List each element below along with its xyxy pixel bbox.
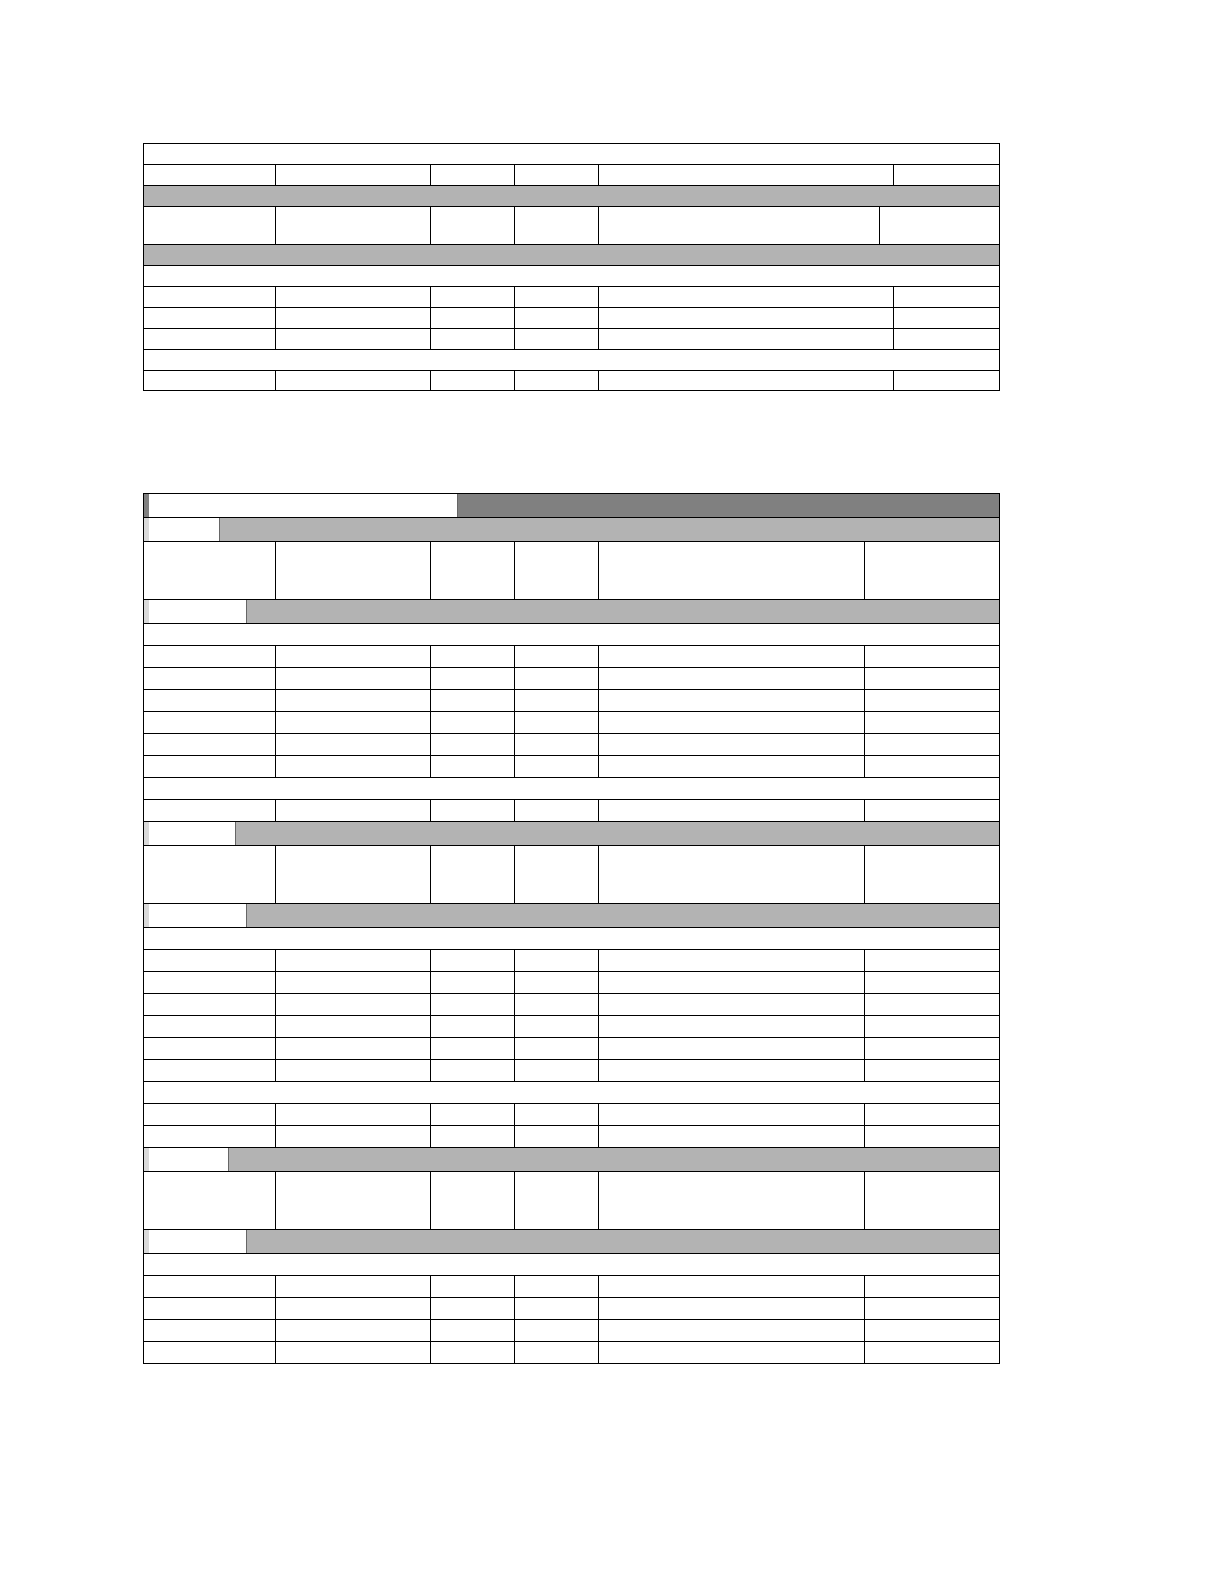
table-cell	[515, 1276, 599, 1298]
table-cell	[276, 1172, 431, 1230]
section-header	[144, 904, 1000, 928]
table-cell	[276, 1016, 431, 1038]
table-cell	[894, 165, 1000, 186]
table-cell	[515, 994, 599, 1016]
table-cell	[144, 668, 276, 690]
table-cell	[144, 1082, 1000, 1104]
table-row	[144, 928, 1000, 950]
table-cell	[431, 994, 515, 1016]
table-row	[144, 144, 1000, 165]
table-cell	[515, 542, 599, 600]
table-cell	[431, 1038, 515, 1060]
table-cell	[431, 690, 515, 712]
table-cell	[431, 1016, 515, 1038]
table-cell	[276, 756, 431, 778]
table-cell	[431, 371, 515, 391]
table-cell	[599, 542, 865, 600]
table-cell	[599, 712, 865, 734]
table-cell	[276, 690, 431, 712]
table-cell	[894, 329, 1000, 350]
section-label-box	[149, 904, 247, 927]
table-cell	[144, 186, 1000, 207]
section-header	[144, 822, 1000, 846]
table-cell	[144, 1320, 276, 1342]
table-cell	[144, 245, 1000, 266]
table-cell	[865, 1038, 1000, 1060]
section-header	[144, 1230, 1000, 1254]
table-cell	[144, 928, 1000, 950]
table-cell	[276, 1060, 431, 1082]
table-cell	[144, 904, 1000, 928]
table-row	[144, 1060, 1000, 1082]
table-cell	[276, 1276, 431, 1298]
table-cell	[599, 646, 865, 668]
table-row	[144, 734, 1000, 756]
table-row	[144, 690, 1000, 712]
table-row	[144, 972, 1000, 994]
table-cell	[599, 287, 894, 308]
table-cell	[144, 1342, 276, 1364]
table-cell	[515, 846, 599, 904]
table-row	[144, 756, 1000, 778]
table-cell	[144, 600, 1000, 624]
table-cell	[144, 1104, 276, 1126]
table-cell	[599, 1320, 865, 1342]
table-cell	[276, 734, 431, 756]
table-cell	[144, 287, 276, 308]
table-cell	[144, 756, 276, 778]
table-cell	[431, 668, 515, 690]
table-cell	[515, 756, 599, 778]
table-cell	[865, 734, 1000, 756]
table-cell	[276, 207, 431, 245]
table-cell	[144, 542, 276, 600]
table-cell	[276, 542, 431, 600]
table-cell	[431, 1298, 515, 1320]
table-cell	[144, 1172, 276, 1230]
table-cell	[599, 329, 894, 350]
table-cell	[144, 846, 276, 904]
table-cell	[515, 1320, 599, 1342]
table-cell	[865, 1172, 1000, 1230]
table-cell	[880, 207, 1000, 245]
table-cell	[431, 308, 515, 329]
table-cell	[431, 165, 515, 186]
table-cell	[144, 624, 1000, 646]
table-cell	[515, 668, 599, 690]
table-cell	[144, 1126, 276, 1148]
table-cell	[276, 1104, 431, 1126]
table-cell	[144, 494, 1000, 518]
form-header	[144, 494, 1000, 518]
table-cell	[144, 371, 276, 391]
table-cell	[276, 1298, 431, 1320]
summary-table	[143, 143, 1000, 391]
table-cell	[599, 1276, 865, 1298]
table-cell	[144, 518, 1000, 542]
table-row	[144, 1254, 1000, 1276]
table-cell	[865, 756, 1000, 778]
section-header	[144, 518, 1000, 542]
table-cell	[431, 1276, 515, 1298]
table-row	[144, 778, 1000, 800]
table-row	[144, 1126, 1000, 1148]
table-cell	[865, 1276, 1000, 1298]
table-cell	[276, 668, 431, 690]
table-cell	[515, 972, 599, 994]
table-cell	[599, 690, 865, 712]
table-cell	[515, 1342, 599, 1364]
table-cell	[865, 712, 1000, 734]
table-cell	[515, 371, 599, 391]
section-label-box	[149, 518, 220, 541]
table-cell	[144, 994, 276, 1016]
table-cell	[276, 846, 431, 904]
table-row	[144, 1104, 1000, 1126]
detail-table	[143, 493, 1000, 1364]
table-cell	[144, 1298, 276, 1320]
table-cell	[515, 1038, 599, 1060]
table-cell	[865, 1298, 1000, 1320]
table-row	[144, 371, 1000, 391]
table-row	[144, 1016, 1000, 1038]
table-cell	[431, 972, 515, 994]
section-header	[144, 245, 1000, 266]
table-cell	[515, 734, 599, 756]
table-cell	[144, 1230, 1000, 1254]
table-cell	[599, 1298, 865, 1320]
table-cell	[599, 846, 865, 904]
table-row	[144, 1320, 1000, 1342]
table-row	[144, 1082, 1000, 1104]
table-row	[144, 350, 1000, 371]
table-cell	[515, 165, 599, 186]
table-row	[144, 165, 1000, 186]
table-cell	[599, 371, 894, 391]
table-cell	[144, 646, 276, 668]
section-header	[144, 600, 1000, 624]
table-cell	[599, 1342, 865, 1364]
table-cell	[431, 1060, 515, 1082]
table-cell	[276, 972, 431, 994]
table-cell	[865, 668, 1000, 690]
table-cell	[599, 1126, 865, 1148]
table-row	[144, 207, 1000, 245]
table-cell	[515, 1126, 599, 1148]
table-cell	[865, 646, 1000, 668]
table-cell	[144, 712, 276, 734]
table-cell	[515, 690, 599, 712]
table-cell	[599, 1038, 865, 1060]
table-row	[144, 266, 1000, 287]
table-cell	[144, 308, 276, 329]
table-cell	[515, 1060, 599, 1082]
table-cell	[431, 1126, 515, 1148]
table-row	[144, 846, 1000, 904]
table-cell	[144, 822, 1000, 846]
table-cell	[144, 1038, 276, 1060]
table-cell	[276, 1126, 431, 1148]
table-cell	[144, 144, 1000, 165]
table-cell	[144, 734, 276, 756]
table-cell	[144, 329, 276, 350]
table-row	[144, 542, 1000, 600]
table-cell	[865, 800, 1000, 822]
table-row	[144, 646, 1000, 668]
table-cell	[865, 1126, 1000, 1148]
table-cell	[865, 846, 1000, 904]
table-cell	[276, 712, 431, 734]
table-cell	[599, 1060, 865, 1082]
table-cell	[276, 800, 431, 822]
table-row	[144, 1342, 1000, 1364]
table-cell	[144, 1254, 1000, 1276]
table-cell	[894, 308, 1000, 329]
table-cell	[599, 207, 880, 245]
table-cell	[144, 690, 276, 712]
table-cell	[276, 1342, 431, 1364]
table-cell	[599, 308, 894, 329]
table-row	[144, 950, 1000, 972]
table-cell	[144, 1016, 276, 1038]
table-cell	[431, 756, 515, 778]
table-cell	[515, 646, 599, 668]
table-cell	[515, 800, 599, 822]
table-cell	[599, 165, 894, 186]
table-cell	[431, 542, 515, 600]
table-cell	[276, 308, 431, 329]
table-cell	[865, 1342, 1000, 1364]
header-label-box	[149, 494, 458, 517]
table-cell	[431, 329, 515, 350]
table-cell	[431, 800, 515, 822]
table-cell	[431, 1172, 515, 1230]
table-row	[144, 800, 1000, 822]
table-cell	[276, 646, 431, 668]
table-cell	[865, 542, 1000, 600]
section-label-box	[149, 1148, 229, 1171]
table-cell	[515, 207, 599, 245]
table-cell	[144, 350, 1000, 371]
table-cell	[865, 1104, 1000, 1126]
table-cell	[865, 994, 1000, 1016]
table-cell	[144, 165, 276, 186]
table-cell	[515, 1104, 599, 1126]
table-cell	[431, 646, 515, 668]
section-header	[144, 186, 1000, 207]
table-cell	[144, 950, 276, 972]
table-cell	[599, 1016, 865, 1038]
table-cell	[144, 1148, 1000, 1172]
table-cell	[599, 994, 865, 1016]
table-row	[144, 329, 1000, 350]
table-cell	[276, 371, 431, 391]
table-cell	[276, 1320, 431, 1342]
table-cell	[515, 950, 599, 972]
table-row	[144, 1172, 1000, 1230]
table-cell	[599, 1104, 865, 1126]
table-cell	[865, 1060, 1000, 1082]
table-cell	[431, 1342, 515, 1364]
table-row	[144, 994, 1000, 1016]
table-cell	[144, 778, 1000, 800]
table-row	[144, 287, 1000, 308]
table-cell	[144, 266, 1000, 287]
table-cell	[431, 207, 515, 245]
table-row	[144, 712, 1000, 734]
table-cell	[865, 972, 1000, 994]
table-cell	[431, 712, 515, 734]
table-cell	[276, 287, 431, 308]
section-label-box	[149, 600, 247, 623]
table-cell	[515, 1298, 599, 1320]
table-cell	[431, 287, 515, 308]
table-row	[144, 624, 1000, 646]
table-cell	[431, 1104, 515, 1126]
table-cell	[515, 1172, 599, 1230]
table-cell	[865, 1320, 1000, 1342]
table-row	[144, 1038, 1000, 1060]
table-row	[144, 668, 1000, 690]
table-row	[144, 1298, 1000, 1320]
table-cell	[865, 950, 1000, 972]
table-cell	[599, 972, 865, 994]
section-label-box	[149, 822, 236, 845]
table-cell	[276, 1038, 431, 1060]
table-cell	[144, 972, 276, 994]
table-cell	[599, 668, 865, 690]
table-cell	[599, 1172, 865, 1230]
table-cell	[515, 1016, 599, 1038]
table-cell	[431, 950, 515, 972]
table-cell	[144, 800, 276, 822]
table-cell	[599, 734, 865, 756]
table-cell	[431, 846, 515, 904]
table-row	[144, 1276, 1000, 1298]
table-cell	[144, 1276, 276, 1298]
table-cell	[599, 800, 865, 822]
table-cell	[276, 329, 431, 350]
table-row	[144, 308, 1000, 329]
table-cell	[431, 1320, 515, 1342]
table-cell	[276, 165, 431, 186]
table-cell	[865, 1016, 1000, 1038]
section-header	[144, 1148, 1000, 1172]
table-cell	[431, 734, 515, 756]
section-label-box	[149, 1230, 247, 1253]
table-cell	[515, 308, 599, 329]
table-cell	[515, 287, 599, 308]
table-cell	[865, 690, 1000, 712]
table-cell	[144, 207, 276, 245]
table-cell	[144, 1060, 276, 1082]
table-cell	[515, 712, 599, 734]
table-cell	[276, 950, 431, 972]
table-cell	[599, 756, 865, 778]
table-cell	[276, 994, 431, 1016]
table-cell	[515, 329, 599, 350]
table-cell	[894, 371, 1000, 391]
table-cell	[599, 950, 865, 972]
table-cell	[894, 287, 1000, 308]
